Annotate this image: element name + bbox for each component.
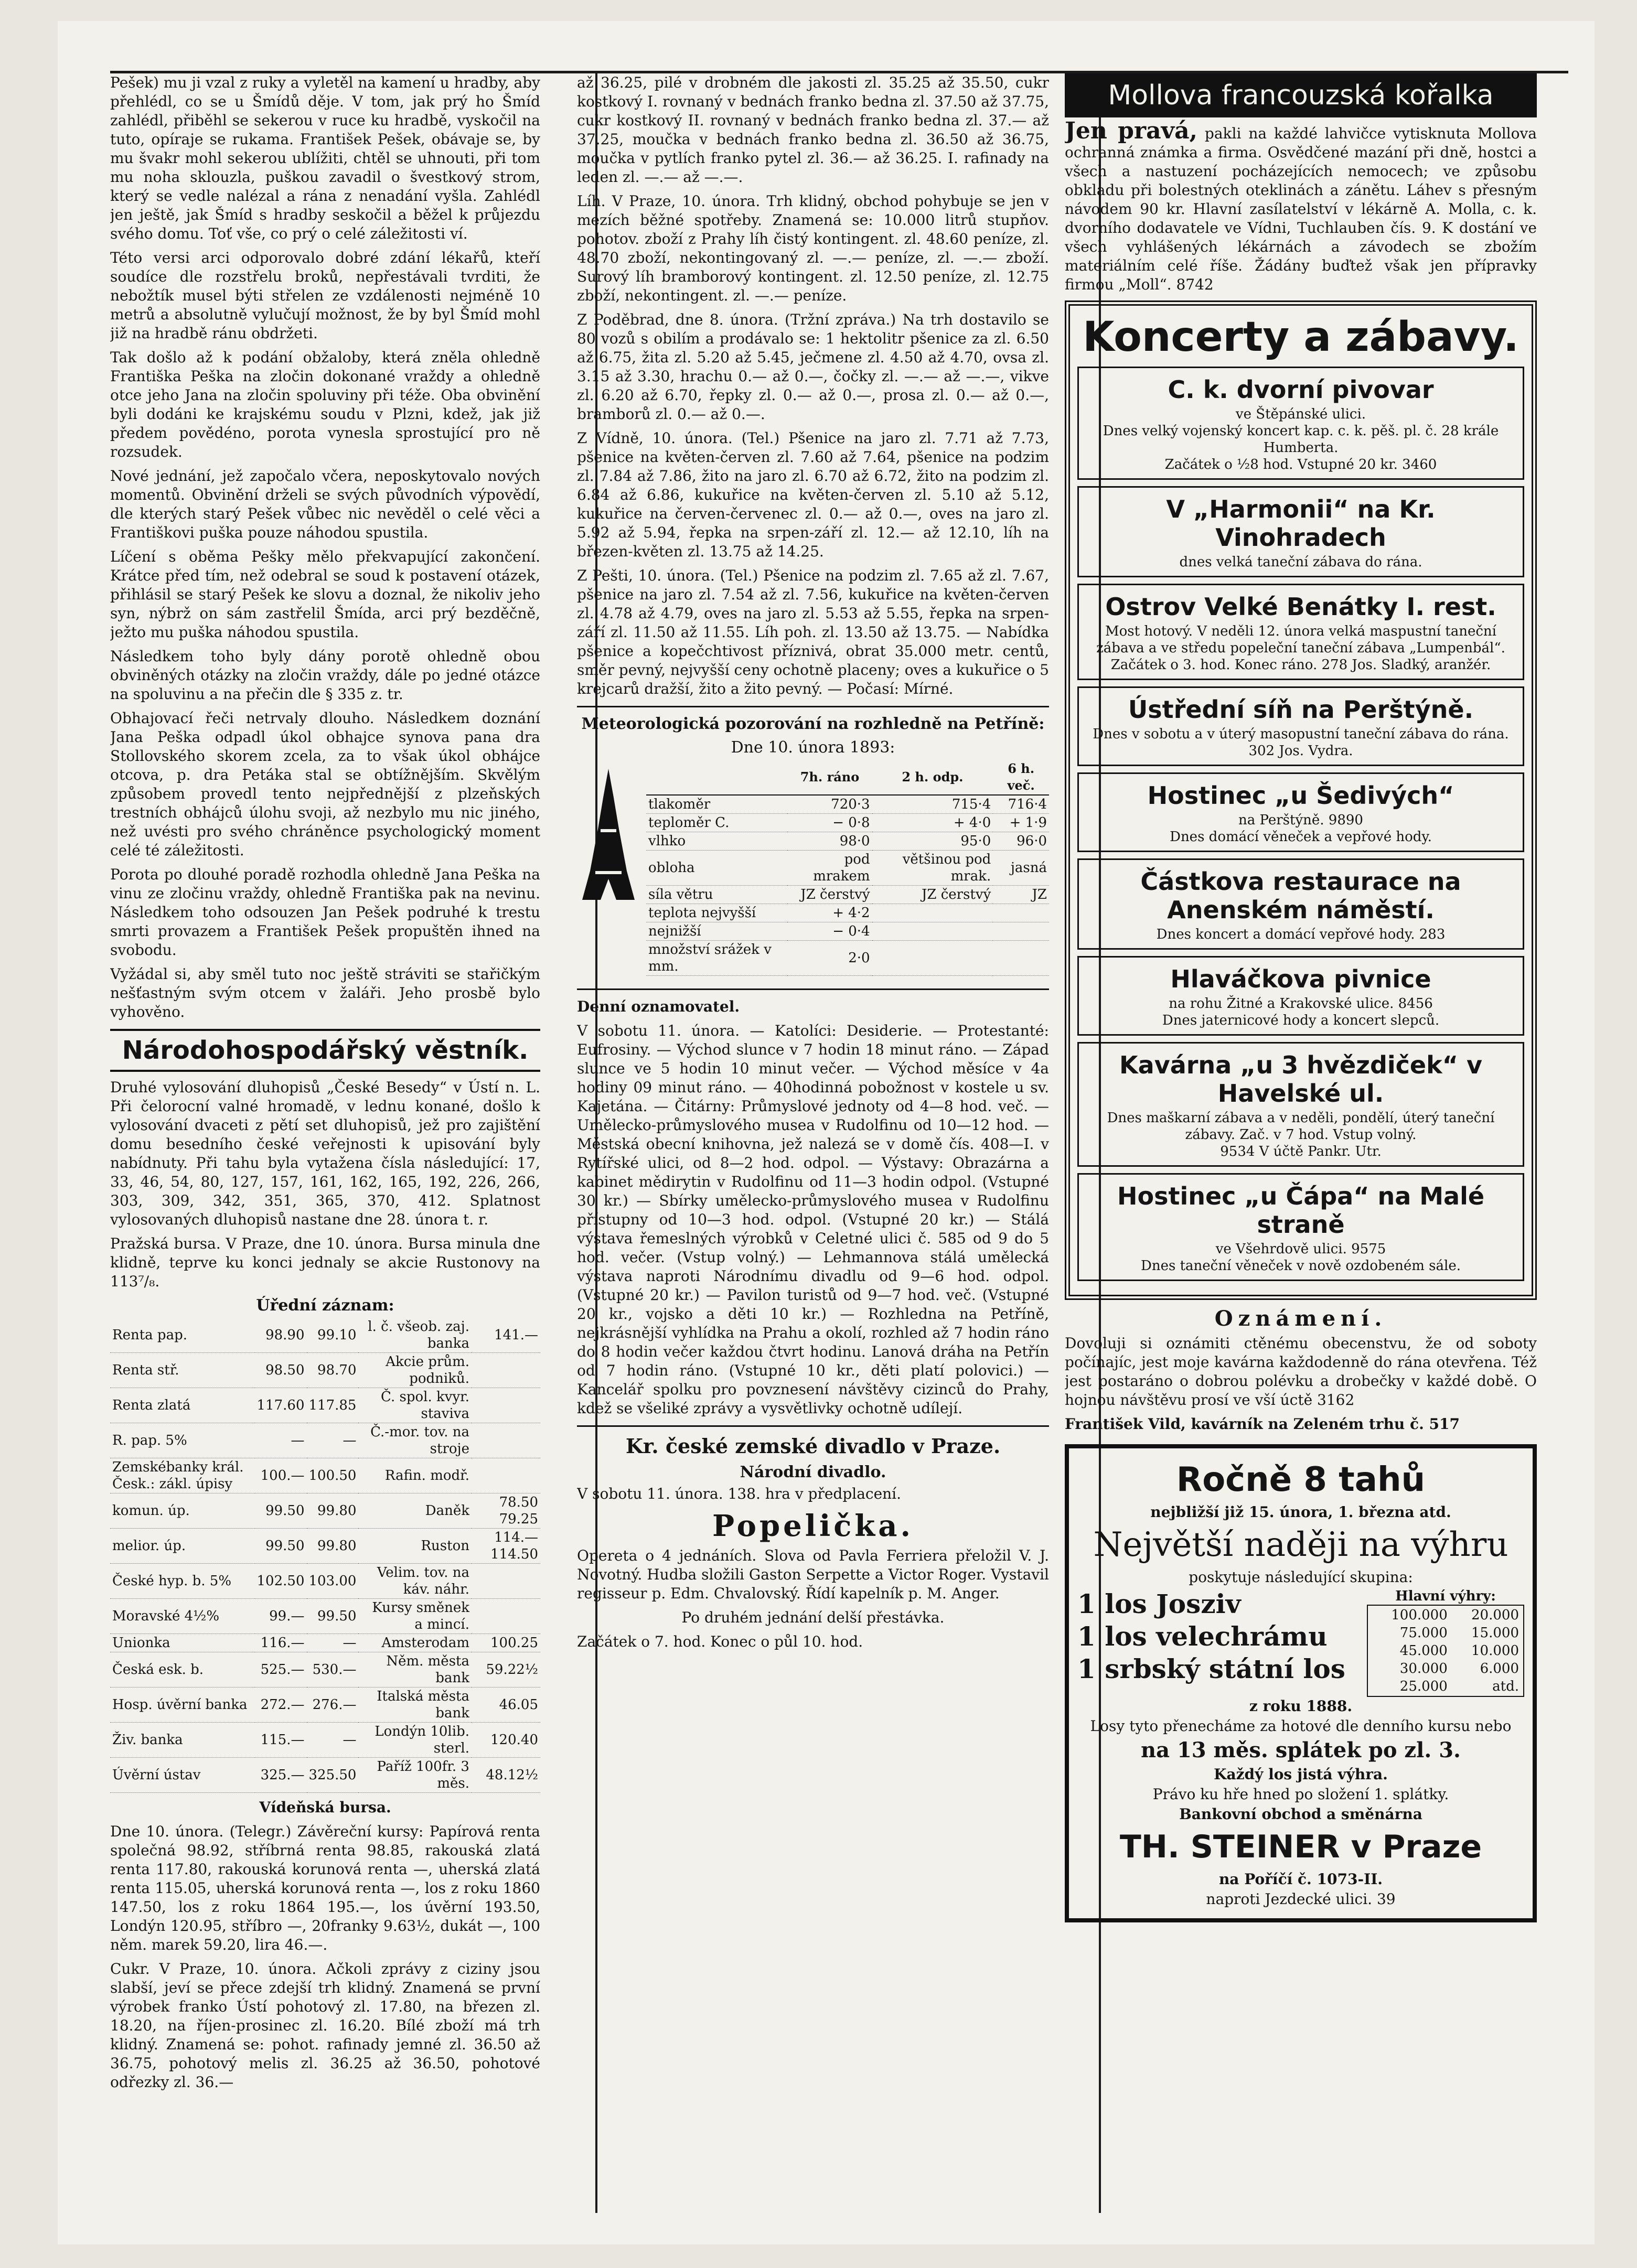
concert-ad-title: Částkova restaurace na Anenském náměstí. xyxy=(1140,867,1461,924)
quote-row xyxy=(110,1599,540,1634)
concert-ad-title: Hlaváčkova pivnice xyxy=(1170,965,1431,993)
lottery-each: Každý los jistá výhra. xyxy=(1214,1766,1388,1783)
table-cell: Unionka xyxy=(110,1634,255,1652)
table-cell: 715·4 xyxy=(872,795,993,814)
divider xyxy=(577,988,1049,990)
table-cell: R. pap. 5% xyxy=(110,1423,255,1458)
concert-ad-title: Hostinec „u Čápa“ na Malé straně xyxy=(1117,1182,1485,1239)
table-cell: Moravské 4½% xyxy=(110,1599,255,1634)
table-cell: JZ xyxy=(993,886,1049,904)
table-cell: 716·4 xyxy=(993,795,1049,814)
concert-ad xyxy=(1077,1042,1524,1167)
table-cell: síla větru xyxy=(646,886,787,904)
column-1 xyxy=(110,73,540,2187)
concert-ad-line: Dnes maškarní zábava a v neděli, pondělí, úterý taneční zábavy. Zač. v 7 hod. Vstup volný. xyxy=(1107,1110,1495,1143)
play-title: Popelička. xyxy=(712,1509,914,1543)
table-cell xyxy=(472,1458,540,1493)
lot-item: 1 srbský státní los xyxy=(1077,1653,1345,1684)
meteo-row xyxy=(646,922,1049,941)
table-cell: Kursy směnek a mincí. xyxy=(358,1599,472,1634)
meteo-row xyxy=(646,851,1049,886)
prize-cell: 30.000 xyxy=(1399,1661,1448,1676)
table-cell: Živ. banka xyxy=(110,1723,255,1758)
table-cell: Velim. tov. na káv. náhr. xyxy=(358,1564,472,1599)
table-cell: Renta stř. xyxy=(110,1353,255,1388)
concert-ad-line: Dnes velký vojenský koncert kap. c. k. pěš. pl. č. 28 krále Humberta. xyxy=(1103,423,1499,456)
table-cell: 530.— xyxy=(307,1652,359,1687)
table-cell xyxy=(872,922,993,941)
table-cell: 115.— xyxy=(255,1723,307,1758)
table-cell: Česká esk. b. xyxy=(110,1652,255,1687)
meteo-row xyxy=(646,904,1049,922)
table-cell: 720·3 xyxy=(787,795,872,814)
table-cell: 99.50 xyxy=(255,1529,307,1564)
table-cell: + 4·2 xyxy=(787,904,872,922)
lot-year: z roku 1888. xyxy=(1249,1697,1353,1715)
table-cell: 46.05 xyxy=(472,1687,540,1723)
table-cell: Rafin. modř. xyxy=(358,1458,472,1493)
table-cell xyxy=(472,1599,540,1634)
article-paragraph: Následkem toho byly dány porotě ohledně obou obviněných otázky na zločin vraždy, dále po jedné otázce na spoluvinu a na přečin dle § 335 z. tr. xyxy=(110,648,540,703)
prize-table-title: Hlavní výhry: xyxy=(1395,1588,1496,1604)
meteo-block xyxy=(577,760,1049,981)
table-cell: 99.50 xyxy=(255,1493,307,1529)
concert-ad xyxy=(1077,858,1524,950)
concert-ad-title: Ostrov Velké Benátky I. rest. xyxy=(1105,593,1496,621)
petrin-tower-icon xyxy=(577,766,640,902)
table-cell: většinou pod mrak. xyxy=(872,851,993,886)
meteo-row xyxy=(646,832,1049,851)
concert-ad-line: na rohu Žitné a Krakovské ulice. 8456 xyxy=(1169,996,1433,1012)
article-paragraph: Vyžádal si, aby směl tuto noc ještě stráviti se stařičkým nešťastným svým otcem v žaláři. Jeho prosbě bylo vyhověno. xyxy=(110,965,540,1020)
table-cell: 276.— xyxy=(307,1687,359,1723)
concert-ad-line: Dnes v sobotu a v úterý masopustní taneční zábava do rána. 302 Jos. Vydra. xyxy=(1093,726,1509,759)
theatre-title: Kr. české zemské divadlo v Praze. xyxy=(625,1434,1001,1458)
column-2 xyxy=(577,73,1049,2187)
theatre-subtitle: Národní divadlo. xyxy=(740,1463,886,1481)
table-cell xyxy=(472,1353,540,1388)
concert-ad xyxy=(1077,584,1524,680)
quote-row xyxy=(110,1687,540,1723)
meteo-row xyxy=(646,795,1049,814)
table-cell: Paříž 100fr. 3 měs. xyxy=(358,1758,472,1793)
table-cell: Č.-mor. tov. na stroje xyxy=(358,1423,472,1458)
table-header-cell: 6 h. več. xyxy=(993,760,1049,795)
mollova-number: 8742 xyxy=(1176,276,1214,293)
table-cell: pod mrakem xyxy=(787,851,872,886)
concert-ad-line: Dnes taneční věneček v nově ozdobeném sále. xyxy=(1141,1258,1461,1274)
quote-row xyxy=(110,1634,540,1652)
meteo-table xyxy=(646,760,1049,976)
quote-row xyxy=(110,1723,540,1758)
meteo-row xyxy=(646,814,1049,832)
table-cell: 141.— xyxy=(472,1318,540,1353)
table-cell: 2·0 xyxy=(787,941,872,976)
table-cell xyxy=(472,1388,540,1423)
concert-ad xyxy=(1077,956,1524,1036)
table-cell: Amsterodam xyxy=(358,1634,472,1652)
table-cell: vlhko xyxy=(646,832,787,851)
article-paragraph: Obhajovací řeči netrvaly dlouho. Následkem doznání Jana Peška odpadl úkol obhajce synova pana dra Stollovského skorem zcela, za to však úkol obhájce otcova, p. dra Petáka stal se obtížnějším. Skvělým způsobem provedl tento nejpřednější z plzeňských trestních obhájců úlohu svoji, až nezbylo mu nic jiného, než uvésti pro svého chráněnce psychologický moment celé té záležitosti. xyxy=(110,710,540,859)
article-paragraph: Líčení s oběma Pešky mělo překvapující zakončení. Krátce před tím, než odebral se soud k postavení otázek, přihlásil se starý Pešek ke slovu a doznal, že nikoliv jeho syn, nýbrž on sám zastřelil Šmída, arci prý bezděčně, ježto mu puška náhodou spustila. xyxy=(110,548,540,641)
table-cell: obloha xyxy=(646,851,787,886)
table-cell: Renta zlatá xyxy=(110,1388,255,1423)
table-cell: České hyp. b. 5% xyxy=(110,1564,255,1599)
concert-ad-line: dnes velká taneční zábava do rána. xyxy=(1179,554,1422,570)
econ-paragraph: Pražská bursa. V Praze, dne 10. února. Bursa minula dne klidně, teprve ku konci jednaly se akcie Rustonovy na 113⁷/₈. xyxy=(110,1235,540,1290)
table-cell: Ruston xyxy=(358,1529,472,1564)
concerts-title: Koncerty a zábavy. xyxy=(1083,314,1519,361)
mollova-lead: Jen pravá, xyxy=(1065,117,1197,144)
prize-cell: 45.000 xyxy=(1399,1643,1448,1659)
table-cell: tlakoměr xyxy=(646,795,787,814)
table-cell: Něm. města bank xyxy=(358,1652,472,1687)
concerts-frame xyxy=(1065,300,1537,1300)
table-cell: JZ čerstvý xyxy=(787,886,872,904)
article-paragraph: Pešek) mu ji vzal z ruky a vyletěl na kamení u hradby, aby přehlédl, co se u Šmídů děje. V tom, jak prý ho Šmíd zahlédl, přiběhl se sekerou v ruce ku hradbě, vyskočil na tuto, opíraje se rukama. František Pešek, obávaje se, by mu švakr mohl sekerou ublížiti, chtěl se uhnouti, při tom mu noha sklouzla, puškou zavadil o švestkový strom, který se vedle nalézal a rána z nenadání vyšla. Zahlédl jen ještě, jak Šmíd s hradby seskočil a běžel k průjezdu svého domu. Toť vše, co prý o celé záležitosti ví. xyxy=(110,74,540,242)
article-paragraph: Tak došlo až k podání obžaloby, která zněla ohledně Františka Peška na zločin dokonané vraždy a ohledně otce jeho Jana na zločin spoluviny při téže. Oba obvinění byli dodáni ke krajskému soudu v Plzni, kdež, jak již předem povědéno, porota vynesla sprostující pro ně rozsudek. xyxy=(110,349,540,460)
prize-row xyxy=(1369,1607,1522,1624)
table-cell xyxy=(472,1564,540,1599)
quote-row xyxy=(110,1318,540,1353)
column-3 xyxy=(1065,73,1537,2187)
concert-ad-line: na Perštýně. 9890 xyxy=(1238,812,1363,828)
prize-cell: 100.000 xyxy=(1391,1607,1448,1623)
quote-row xyxy=(110,1388,540,1423)
concert-ad xyxy=(1077,686,1524,766)
meteo-title: Meteorologická pozorování na rozhledně na Petříně: xyxy=(581,715,1045,733)
table-header-cell: 7h. ráno xyxy=(787,760,872,795)
table-cell: JZ čerstvý xyxy=(872,886,993,904)
table-cell: + 1·9 xyxy=(993,814,1049,832)
vienna-bourse-text: Dne 10. února. (Telegr.) Závěreční kursy: Papírová renta společná 98.92, stříbrná renta 98.85, rakouská zlatá renta 117.80, rakouská korunová renta —, uherská zlatá renta 115.05, uherská korunová renta —, los z roku 1860 147.50, los z roku 1864 195.—, los úvěrní 193.50, Londýn 120.95, stříbro —, 20franky 9.63½, dukát —, 100 něm. marek 59.20, lira 46.—. xyxy=(110,1823,540,1953)
prize-cell: atd. xyxy=(1492,1679,1519,1694)
table-cell: Hosp. úvěrní banka xyxy=(110,1687,255,1723)
table-cell: 78.50 79.25 xyxy=(472,1493,540,1529)
economy-section-header: Národohospodářský věstník. xyxy=(110,1029,540,1072)
table-cell: 325.50 xyxy=(307,1758,359,1793)
meteo-row xyxy=(646,886,1049,904)
concert-ad-line: Začátek o ½8 hod. Vstupné 20 kr. 3460 xyxy=(1164,457,1437,472)
quote-row xyxy=(110,1564,540,1599)
table-cell: teplota nejvyšší xyxy=(646,904,787,922)
table-cell: 103.00 xyxy=(307,1564,359,1599)
table-cell: 59.22½ xyxy=(472,1652,540,1687)
table-cell xyxy=(872,904,993,922)
divider xyxy=(577,706,1049,707)
table-cell: 114.— 114.50 xyxy=(472,1529,540,1564)
market-paragraph: Líh. V Praze, 10. února. Trh klidný, obchod pohybuje se jen v mezích běžné spotřeby. Znamená se: 10.000 litrů stupňov. pohotov. zboží z Prahy líh čistý kontingent. zl. 48.60 peníze, zl. 48.70 zboží, nekontingovaný zl. —.— peníze, zl. —.— zboží. Surový líh bramborový kontingent. zl. 12.50 peníze, zl. 12.75 zboží, nekontingent. zl. —.— peníze. xyxy=(577,192,1049,304)
table-header-cell: 2 h. odp. xyxy=(872,760,993,795)
table-cell: nejnižší xyxy=(646,922,787,941)
lottery-right: Právo ku hře hned po složení 1. splátky. xyxy=(1152,1786,1449,1803)
market-paragraph: Z Poděbrad, dne 8. února. (Tržní zpráva.) Na trh dostavilo se 80 vozů s obilím a prodávalo se: 1 hektolitr pšenice za zl. 6.50 až 6.75, žita zl. 5.20 až 5.45, ječmene zl. 4.50 až 4.70, ovsa zl. 3.15 až 3.30, hrachu 0.— až 0.—, čočky zl. —.— až —.—, vikve zl. 6.20 až 6.70, řepky zl. 0.— až 0.—, prosa zl. 0.— až 0.—, bramborů zl. 0.— až 0.—. xyxy=(577,311,1049,423)
table-cell: 98.50 xyxy=(255,1353,307,1388)
daily-announcer-text: V sobotu 11. února. — Katolíci: Desiderie. — Protestanté: Eufrosiny. — Východ slunce v 7 hodin 18 minut ráno. — Západ slunce ve 5 hodin 10 minut večer. — Východ měsíce v 4a hodiny 09 minut ráno. — 40hodinná pobožnost v kostele u sv. Kajetána. — Čitárny: Průmyslové jednoty od 4—8 hod. več. — Umělecko-průmyslového musea v Rudolfinu od 10—12 hod. — Městská obecní knihovna, jež nalezá se v domě čís. 408—I. v Rytířské ulici, od 8—2 hod. odpol. — Výstavy: Obrazárna a kabinet mědirytin v Rudolfinu od 11—3 hodin odpol. (Vstupné 30 kr.) — Sbírky umělecko-průmyslového musea v Rudolfinu přístupny od 10—3 hod. odpol. (Vstupné 20 kr.) — Stálá výstava řemeslných výrobků v Celetné ulici č. 585 od 9 do 5 hod. večer. (Vstup volný.) — Lehmannova stálá umělecká výstava naproti Národnímu divadlu od 9—6 hod. odpol. (Vstupné 20 kr.) — Pavilon turistů od 9—7 hod. več. (Vstupné 20 kr., vojsko a děti 10 kr.) — Rozhledna na Petříně, nejkrásnější vyhlídka na Prahu a okolí, rozhled až 7 hodin ráno do 8 hodin večer každou čtvrt hodinu. Lanová dráha na Petřín od 7 hodin ráno. (Vstupné 10 kr., děti platí polovici.) — Kancelář spolku pro povznesení návštěvy cizinců do Prahy, kdež se všeliké zprávy a vysvětlivky ochotně udílejí. xyxy=(577,1022,1049,1417)
table-header-cell xyxy=(646,760,787,795)
table-cell: — xyxy=(255,1423,307,1458)
table-cell: 525.— xyxy=(255,1652,307,1687)
lottery-offers: poskytuje následující skupina: xyxy=(1189,1568,1413,1586)
table-cell: 98.90 xyxy=(255,1318,307,1353)
concert-ads xyxy=(1077,367,1524,1281)
lottery-address: na Poříčí č. 1073-II. xyxy=(1218,1871,1383,1888)
table-cell: 98·0 xyxy=(787,832,872,851)
table-cell: 272.— xyxy=(255,1687,307,1723)
table-cell: 100.— xyxy=(255,1458,307,1493)
quote-row xyxy=(110,1458,540,1493)
lottery-address-2: naproti Jezdecké ulici. 39 xyxy=(1206,1890,1396,1908)
prize-cell: 6.000 xyxy=(1480,1661,1519,1676)
prize-row xyxy=(1369,1678,1522,1695)
lottery-headline: Největší naději na výhru xyxy=(1093,1525,1508,1564)
table-cell: 96·0 xyxy=(993,832,1049,851)
table-cell xyxy=(993,904,1049,922)
vienna-bourse-title: Vídeňská bursa. xyxy=(259,1799,391,1816)
concert-ad-line: Most hotový. V neděli 12. února velká maspustní taneční zábava a ve středu popeleční taneční zábava „Lumpenbál“. Začátek o 3. hod. Konec ráno. 278 Jos. Sladký, aranžér. xyxy=(1096,624,1505,673)
table-cell: — xyxy=(307,1723,359,1758)
prize-row xyxy=(1369,1642,1522,1659)
notice-text: Dovoluji si oznámiti ctěnému obecenstvu, že od soboty počínajíc, jest moje kavárna každodenně do rána otevřena. Též jest postaráno o dobrou polévku a drobečky v každé době. O hojnou návštěvu prosí ve vší úctě 3162 xyxy=(1065,1335,1537,1409)
table-cell: Akcie prům. podniků. xyxy=(358,1353,472,1388)
table-cell: Renta pap. xyxy=(110,1318,255,1353)
table-cell: 120.40 xyxy=(472,1723,540,1758)
lot-item: 1 los Josziv xyxy=(1077,1588,1241,1619)
table-cell xyxy=(472,1423,540,1458)
lot-item: 1 los velechrámu xyxy=(1077,1621,1328,1652)
market-paragraph: Z Vídně, 10. února. (Tel.) Pšenice na jaro zl. 7.71 až 7.73, pšenice na květen-červen zl. 7.60 až 7.64, pšenice na podzim zl. 7.84 až 7.86, žito na jaro zl. 6.70 až 6.72, žito na podzim zl. 6.84 až 6.86, kukuřice na květen-červen zl. 5.10 až 5.12, kukuřice na červen-červenec zl. 0.— až 0.—, oves na jaro zl. 5.92 až 5.94, řepka na srpen-září zl. 12.— až 12.10, líh na březen-květen zl. 13.75 až 14.25. xyxy=(577,429,1049,560)
concert-ad-line: Dnes jaternicové hody a koncert slepců. xyxy=(1162,1013,1440,1028)
lottery-installments: na 13 měs. splátek po zl. 3. xyxy=(1141,1738,1461,1762)
concert-ad-line: Dnes koncert a domácí vepřové hody. 283 xyxy=(1156,927,1446,942)
prize-cell: 15.000 xyxy=(1471,1625,1519,1641)
table-cell: − 0·4 xyxy=(787,922,872,941)
table-cell: Zemskébanky král. Česk.: zákl. úpisy xyxy=(110,1458,255,1493)
notice-signature: František Vild, kavárník na Zeleném trhu č. 517 xyxy=(1065,1415,1460,1433)
sugar-market-text: Cukr. V Praze, 10. února. Ačkoli zprávy z ciziny jsou slabší, jeví se přece zdejší trh klidný. Znamená se první výrobek franko Ústí pohotový zl. 17.80, na březen zl. 18.20, na říjen-prosinec zl. 16.20. Bílé zboží má trh klidný. Znamená se: pohot. rafinady jemné zl. 36.50 až 36.75, pohotový melis zl. 36.25 až 36.50, pohotové odřezky zl. 36.— xyxy=(110,1960,540,2091)
prize-row xyxy=(1369,1660,1522,1677)
concert-ad-title: Hostinec „u Šedivých“ xyxy=(1147,781,1454,810)
table-cell: 95·0 xyxy=(872,832,993,851)
market-paragraph: až 36.25, pilé v drobném dle jakosti zl. 35.25 až 35.50, cukr kostkový I. rovnaný v bednách franko bedna zl. 37.50 až 37.75, cukr kostkový II. rovnaný v bednách franko bedna zl. 37.— až 37.25, moučka v bednách franko bedna zl. 36.50 až 36.75, moučka v pytlích franko pytel zl. 36.— až 36.25. I. rafinady na leden zl. —.— až —.—. xyxy=(577,74,1049,186)
mollova-banner: Mollova francouzská kořalka xyxy=(1065,73,1537,117)
prize-row xyxy=(1369,1625,1522,1641)
quote-row xyxy=(110,1529,540,1564)
table-cell: Daněk xyxy=(358,1493,472,1529)
prize-cell: 25.000 xyxy=(1399,1679,1448,1694)
table-cell: − 0·8 xyxy=(787,814,872,832)
table-cell: melior. úp. xyxy=(110,1529,255,1564)
table-cell: — xyxy=(307,1423,359,1458)
play-times: Začátek o 7. hod. Konec o půl 10. hod. xyxy=(577,1633,863,1650)
article-paragraph: Nové jednání, jež započalo včera, neposkytovalo nových momentů. Obvinění drželi se svých původních výpovědí, dle kterých starý Pešek vůbec nic nevěděl o celé věci a Františkovi puška pouze náhodou spustila. xyxy=(110,467,540,541)
concert-ad-title: V „Harmonii“ na Kr. Vinohradech xyxy=(1166,495,1436,552)
concert-ad-title: Ústřední síň na Perštýně. xyxy=(1128,695,1474,724)
concert-ad-line: 9534 V účtě Pankr. Utr. xyxy=(1220,1144,1382,1159)
mollova-ad-block xyxy=(1065,117,1537,294)
table-cell: Úvěrní ústav xyxy=(110,1758,255,1793)
lottery-bank: Bankovní obchod a směnárna xyxy=(1179,1805,1422,1823)
table-cell: Č. spol. kvyr. staviva xyxy=(358,1388,472,1423)
play-description: Opereta o 4 jednáních. Slova od Pavla Ferriera přeložil V. J. Novotný. Hudba složili Gaston Serpette a Victor Roger. Vystavil regisseur p. Edm. Chvalovský. Řídí kapelník p. M. Anger. xyxy=(577,1547,1049,1602)
concert-ad-title: C. k. dvorní pivovar xyxy=(1168,375,1434,404)
lottery-firm: TH. STEINER v Praze xyxy=(1119,1829,1482,1865)
quote-row xyxy=(110,1758,540,1793)
daily-announcer-title: Denní oznamovatel. xyxy=(577,998,740,1015)
table-cell: teploměr C. xyxy=(646,814,787,832)
table-cell: 99.10 xyxy=(307,1318,359,1353)
concert-ad-line: Dnes domácí věneček a vepřové hody. xyxy=(1170,829,1432,845)
lottery-next-draw: nejbližší již 15. února, 1. března atd. xyxy=(1150,1503,1451,1521)
quote-row xyxy=(110,1423,540,1458)
table-cell: 117.60 xyxy=(255,1388,307,1423)
table-cell: + 4·0 xyxy=(872,814,993,832)
table-cell: 99.80 xyxy=(307,1529,359,1564)
article-paragraph: Porota po dlouhé poradě rozhodla ohledně Jana Peška na vinu ze zločinu vraždy, ohledně Františka pak na nevinu. Následkem toho odsouzen Jan Pešek podruhé k trestu smrti provazem a František Pešek propuštěn ihned na svobodu. xyxy=(110,866,540,959)
table-cell: 100.50 xyxy=(307,1458,359,1493)
table-cell: 117.85 xyxy=(307,1388,359,1423)
econ-paragraph: Druhé vylosování dluhopisů „České Besedy“ v Ústí n. L. Při čelorocní valné hromadě, v lednu konané, došlo k vylosování dvaceti z pětí set dluhopisů, jež pro zajištění domu besedního české veřejnosti k upisování byly nabídnuty. Při tahu byla vytažena čísla následující: 17, 33, 46, 54, 80, 127, 157, 161, 162, 165, 192, 226, 266, 303, 309, 342, 351, 365, 370, 412. Splatnost vylosovaných dluhopisů nastane dne 28. února t. r. xyxy=(110,1079,540,1228)
table-cell: 99.50 xyxy=(307,1599,359,1634)
concert-ad xyxy=(1077,1173,1524,1281)
table-cell: komun. úp. xyxy=(110,1493,255,1529)
table-cell xyxy=(993,922,1049,941)
prize-cell: 75.000 xyxy=(1399,1625,1448,1641)
table-cell: 99.— xyxy=(255,1599,307,1634)
prize-cell: 10.000 xyxy=(1471,1643,1519,1659)
meteo-date: Dne 10. února 1893: xyxy=(731,738,895,757)
notice-title: Oznámení. xyxy=(1214,1306,1387,1331)
quote-row xyxy=(110,1652,540,1687)
concert-ad-title: Kavárna „u 3 hvězdiček“ v Havelské ul. xyxy=(1119,1051,1482,1108)
prize-table xyxy=(1367,1588,1524,1697)
divider xyxy=(577,1425,1049,1427)
table-cell: l. č. všeob. zaj. banka xyxy=(358,1318,472,1353)
concert-ad-line: ve Všehrdově ulici. 9575 xyxy=(1215,1241,1386,1257)
concert-ad xyxy=(1077,772,1524,852)
table-cell: Italská města bank xyxy=(358,1687,472,1723)
table-cell xyxy=(872,941,993,976)
lottery-title: Ročně 8 tahů xyxy=(1176,1460,1426,1499)
lottery-terms: Losy tyto přenecháme za hotové dle denního kursu nebo xyxy=(1090,1717,1512,1735)
lottery-ad xyxy=(1065,1444,1537,1922)
concert-ad-line: ve Štěpánské ulici. xyxy=(1235,406,1366,422)
quote-row xyxy=(110,1493,540,1529)
concert-ad xyxy=(1077,367,1524,480)
prize-cell: 20.000 xyxy=(1471,1607,1519,1623)
article-paragraph: Této versi arci odporovalo dobré zdání lékařů, kteří soudíce dle rozstřelu broků, nepřestávali tvrditi, že nebožtík musel býti střelen ze vzdálenosti nejméně 10 metrů a absolutně vylučují možnost, že by byl Šmíd mohl již na hradbě ránu obdržeti. xyxy=(110,249,540,342)
table-cell: 99.80 xyxy=(307,1493,359,1529)
table-cell: 98.70 xyxy=(307,1353,359,1388)
meteo-row xyxy=(646,941,1049,976)
exchange-quote-table xyxy=(110,1318,540,1793)
play-intermission-note: Po druhém jednání delší přestávka. xyxy=(681,1609,945,1626)
table-cell: 48.12½ xyxy=(472,1758,540,1793)
table-cell: Londýn 10lib. sterl. xyxy=(358,1723,472,1758)
table-cell: — xyxy=(307,1634,359,1652)
mollova-text: pakli na každé lahvičce vytisknuta Mollova ochranná známka a firma. Osvědčené mazání při dně, hostci a všech a nastuzení pocházejících nemocech; ve způsobu obkladu při bolestných oteklinách a zánětu. Láhev s přesným návodem 90 kr. Hlavní zasílatelství v lékárně A. Molla, c. k. dvorního dodavatele ve Vídni, Tuchlauben čís. 9. K dostání ve všech vyhlášených lékárnách a závodech se zbožím materiálním celé říše. Žádány buďtež však jen přípravky firmou „Moll“. xyxy=(1065,125,1537,293)
table-cell: jasná xyxy=(993,851,1049,886)
table-cell: 100.25 xyxy=(472,1634,540,1652)
market-paragraph: Z Pešti, 10. února. (Tel.) Pšenice na podzim zl. 7.65 až zl. 7.67, pšenice na jaro zl. 7.54 až zl. 7.56, kukuřice na květen-červen zl. 4.78 až 4.79, oves na jaro zl. 5.53 až 5.55, řepka na srpen-září zl. 11.50 až 11.55. Líh poh. zl. 13.50 až 13.75. — Nabídka pšenice a kopečchtivost příznivá, obrat 35.000 metr. centů, směr pevný, nejvyšší ceny ochotně placeny; oves a kukuřice o 5 krejcarů dražší, žito a žito pevný. — Počasí: Mírné. xyxy=(577,567,1049,697)
table-cell: množství srážek v mm. xyxy=(646,941,787,976)
table-header-row xyxy=(646,760,1049,795)
concert-ad xyxy=(1077,486,1524,577)
table-cell: 102.50 xyxy=(255,1564,307,1599)
theatre-date-line: V sobotu 11. února. 138. hra v předplacení. xyxy=(577,1485,902,1502)
table-cell: 116.— xyxy=(255,1634,307,1652)
quote-title: Úřední záznam: xyxy=(256,1296,394,1315)
table-cell xyxy=(993,941,1049,976)
table-cell: 325.— xyxy=(255,1758,307,1793)
quote-row xyxy=(110,1353,540,1388)
